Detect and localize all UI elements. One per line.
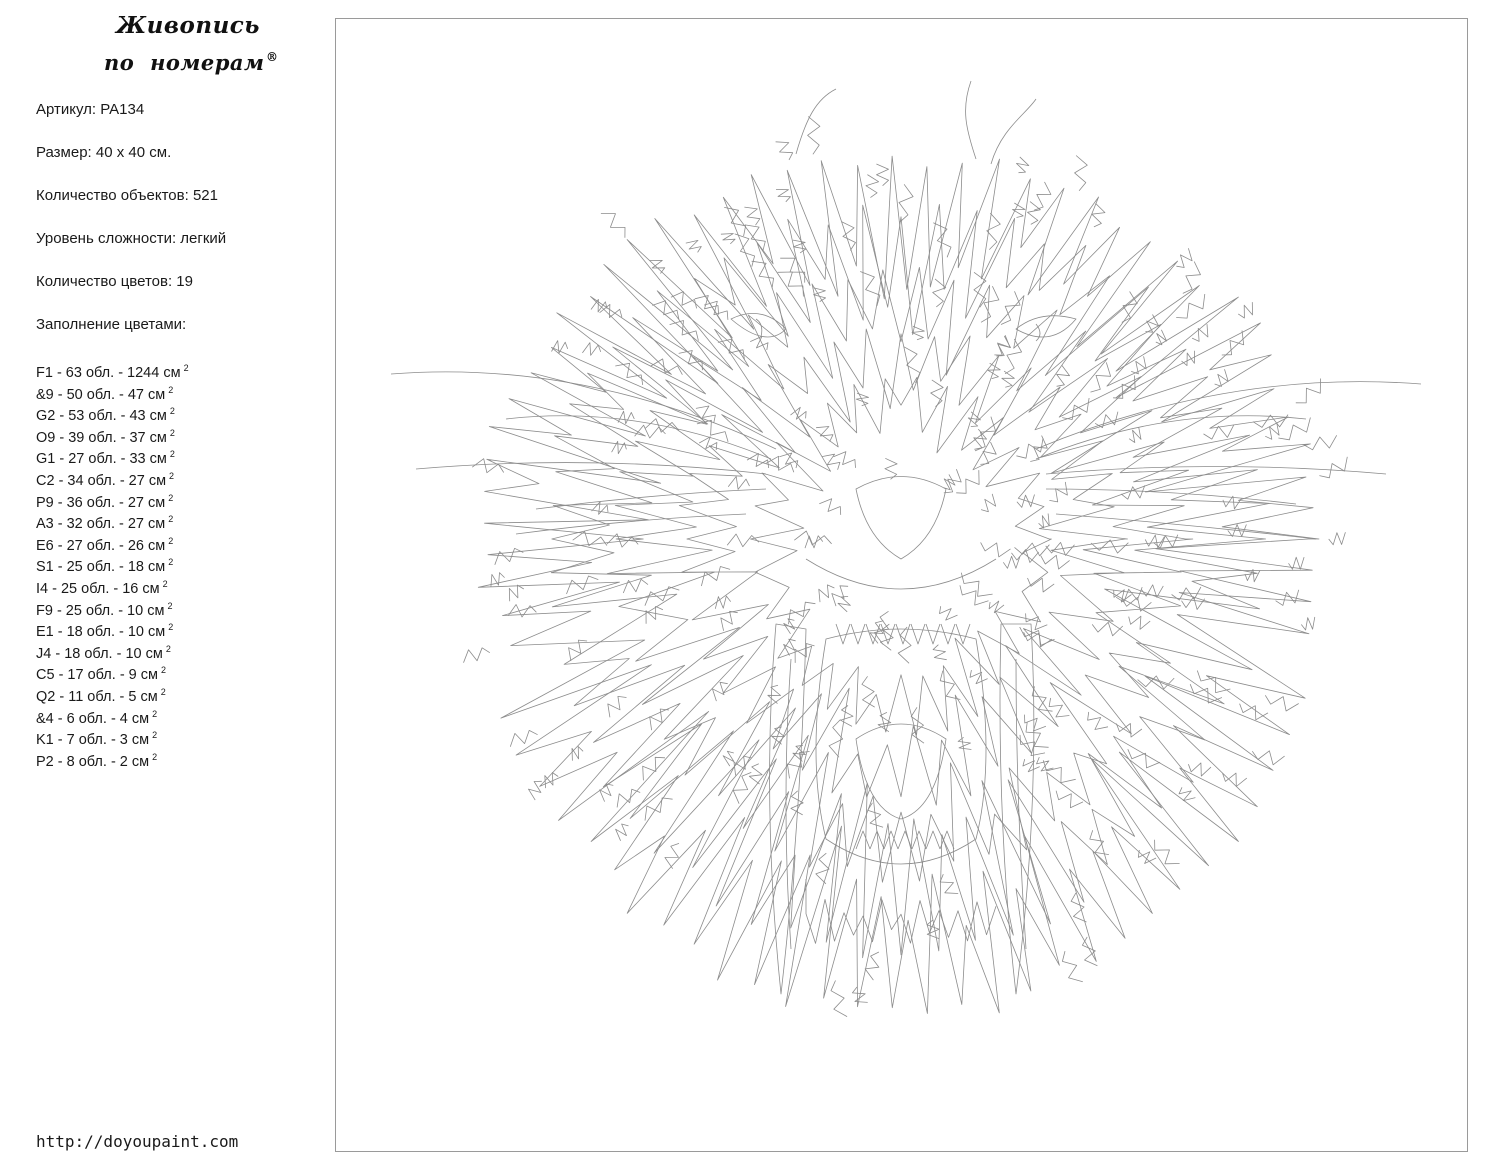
fur-tuft bbox=[981, 286, 999, 322]
fur-tuft bbox=[1176, 294, 1205, 318]
fur-tuft bbox=[1062, 951, 1082, 982]
fur-tuft bbox=[752, 261, 774, 288]
fur-tuft bbox=[1088, 712, 1108, 730]
square-unit-superscript: 2 bbox=[165, 643, 171, 654]
fur-tuft bbox=[1129, 427, 1141, 442]
square-unit-superscript: 2 bbox=[169, 470, 175, 481]
fur-tuft bbox=[1005, 339, 1022, 374]
fur-tuft bbox=[728, 477, 749, 490]
fur-tuft bbox=[1026, 722, 1049, 747]
fur-tuft bbox=[961, 573, 992, 597]
left-fang bbox=[770, 624, 806, 994]
fur-tuft bbox=[645, 798, 673, 821]
upper-tooth bbox=[896, 624, 910, 644]
fur-tuft bbox=[1155, 840, 1180, 864]
fur-tuft bbox=[1026, 613, 1048, 629]
color-fill-label: E1 - 18 обл. - 10 см bbox=[36, 624, 166, 641]
lower-tooth bbox=[856, 831, 870, 849]
fur-tuft bbox=[750, 336, 768, 350]
color-fill-item bbox=[36, 617, 189, 639]
fur-tuft bbox=[931, 380, 944, 407]
fur-tuft bbox=[1013, 203, 1026, 218]
color-fill-item bbox=[36, 531, 189, 553]
fur-tuft bbox=[744, 207, 760, 225]
nose bbox=[856, 477, 946, 560]
fur-tuft bbox=[904, 347, 920, 383]
color-fill-item bbox=[36, 401, 189, 423]
fur-tuft bbox=[1028, 578, 1055, 592]
fur-tuft bbox=[1156, 330, 1167, 345]
fur-tuft bbox=[940, 606, 958, 620]
square-unit-superscript: 2 bbox=[183, 363, 189, 373]
fur-tuft bbox=[721, 611, 738, 631]
square-unit-superscript: 2 bbox=[168, 492, 174, 503]
color-fill-label: G1 - 27 обл. - 33 см bbox=[36, 451, 167, 468]
fill-heading: Заполнение цветами: bbox=[36, 316, 187, 333]
fur-tuft bbox=[646, 606, 663, 623]
color-fill-label: F9 - 25 обл. - 10 см bbox=[36, 602, 165, 619]
fur-tuft bbox=[1092, 203, 1105, 227]
square-unit-superscript: 2 bbox=[169, 427, 175, 438]
fur-tuft bbox=[623, 579, 648, 593]
color-fill-label: J4 - 18 обл. - 10 см bbox=[36, 645, 163, 662]
fur-tuft bbox=[1265, 695, 1298, 711]
color-fill-item bbox=[36, 380, 189, 402]
fur-tuft bbox=[1238, 302, 1252, 318]
fur-tuft bbox=[528, 781, 541, 800]
fur-tuft bbox=[1028, 202, 1041, 225]
fur-tuft bbox=[1017, 157, 1029, 173]
fur-tuft bbox=[1129, 616, 1151, 629]
right-fang-inner bbox=[1016, 659, 1026, 949]
tiger-outline-artwork bbox=[336, 19, 1467, 1151]
color-fill-label: P9 - 36 обл. - 27 см bbox=[36, 494, 166, 511]
fur-tuft bbox=[776, 142, 793, 160]
fur-tuft bbox=[572, 747, 583, 761]
fur-tuft bbox=[1034, 182, 1051, 210]
fur-tuft bbox=[981, 542, 1011, 557]
square-unit-superscript: 2 bbox=[152, 730, 158, 741]
color-fill-item bbox=[36, 725, 189, 747]
fur-tuft bbox=[616, 824, 629, 841]
left-eye bbox=[731, 313, 786, 337]
fur-tuft bbox=[1190, 684, 1222, 703]
fur-tuft bbox=[510, 730, 537, 746]
fur-tuft bbox=[816, 853, 829, 884]
fur-tuft bbox=[724, 207, 745, 236]
brand-logo bbox=[96, 10, 296, 80]
upper-tooth bbox=[911, 624, 925, 644]
fur-tuft bbox=[834, 452, 856, 468]
fur-tuft bbox=[567, 576, 599, 594]
fur-tuft bbox=[862, 676, 875, 707]
size-text: Размер: 40 х 40 см. bbox=[36, 144, 172, 161]
fur-tuft bbox=[1176, 248, 1192, 267]
color-fill-item bbox=[36, 488, 189, 510]
color-fill-item bbox=[36, 444, 189, 466]
fur-tuft bbox=[768, 685, 781, 703]
fur-tuft bbox=[1222, 331, 1244, 356]
fur-tuft bbox=[701, 567, 730, 587]
color-fill-item bbox=[36, 574, 189, 596]
right-eye-pupil bbox=[1036, 324, 1040, 341]
fur-tuft bbox=[665, 843, 679, 868]
fur-tuft bbox=[1091, 540, 1128, 553]
artwork-frame bbox=[335, 18, 1468, 1152]
fur-tuft bbox=[1122, 292, 1137, 323]
square-unit-superscript: 2 bbox=[160, 665, 166, 676]
lower-tooth bbox=[926, 831, 940, 849]
fur-tuft bbox=[794, 531, 831, 545]
fur-tuft bbox=[1289, 557, 1305, 569]
square-unit-superscript: 2 bbox=[152, 708, 158, 719]
fur-tuft bbox=[784, 639, 796, 655]
fur-tuft bbox=[856, 393, 868, 406]
fur-tuft bbox=[545, 773, 558, 789]
fur-tuft bbox=[878, 712, 891, 731]
upper-tooth bbox=[851, 624, 865, 644]
fur-tuft bbox=[885, 458, 897, 479]
fur-tuft bbox=[1319, 457, 1347, 478]
difficulty-text: Уровень сложности: легкий bbox=[36, 230, 227, 247]
fur-tuft bbox=[1276, 590, 1299, 606]
fur-tuft bbox=[608, 696, 627, 717]
objects-count-text: Количество объектов: 521 bbox=[36, 187, 218, 204]
fur-tuft bbox=[816, 427, 833, 442]
website-url: http://doyoupaint.com bbox=[36, 1132, 239, 1151]
fur-tuft bbox=[1301, 617, 1315, 630]
fur-tuft bbox=[464, 648, 490, 663]
fur-tuft bbox=[600, 784, 614, 802]
color-fill-item bbox=[36, 509, 189, 531]
fur-tuft bbox=[808, 117, 820, 155]
brand-line-2: по номерам bbox=[104, 50, 265, 75]
color-fill-label: I4 - 25 обл. - 16 см bbox=[36, 580, 160, 597]
fur-tuft bbox=[974, 272, 986, 307]
fur-tuft bbox=[697, 420, 728, 442]
fur-tuft bbox=[1215, 369, 1229, 386]
color-fill-label: &9 - 50 обл. - 47 см bbox=[36, 386, 166, 403]
fur-tuft bbox=[745, 225, 765, 251]
color-fill-item bbox=[36, 423, 189, 445]
color-fill-list bbox=[36, 358, 189, 768]
fur-tuft bbox=[686, 240, 702, 252]
fur-outline-0 bbox=[478, 156, 1319, 1013]
color-fill-label: P2 - 8 обл. - 2 см bbox=[36, 753, 150, 770]
color-fill-item bbox=[36, 552, 189, 574]
fur-tuft bbox=[601, 214, 625, 238]
fur-tuft bbox=[898, 627, 911, 663]
whisker-left bbox=[416, 463, 766, 474]
fur-tuft bbox=[958, 737, 971, 749]
fur-tuft bbox=[704, 301, 728, 320]
square-unit-superscript: 2 bbox=[162, 578, 168, 589]
fur-tuft bbox=[723, 751, 734, 766]
color-fill-label: G2 - 53 обл. - 43 см bbox=[36, 408, 167, 425]
fur-tuft bbox=[1002, 371, 1015, 387]
fur-tuft bbox=[822, 454, 840, 470]
fur-tuft bbox=[831, 981, 847, 1017]
fur-tuft bbox=[1025, 715, 1046, 731]
square-unit-superscript: 2 bbox=[152, 751, 158, 762]
fur-tuft bbox=[617, 789, 640, 807]
square-unit-superscript: 2 bbox=[160, 686, 166, 697]
head-hair bbox=[991, 99, 1036, 164]
fur-tuft bbox=[715, 596, 730, 609]
square-unit-superscript: 2 bbox=[168, 384, 174, 395]
color-fill-label: E6 - 27 обл. - 26 см bbox=[36, 537, 166, 554]
color-fill-label: K1 - 7 обл. - 3 см bbox=[36, 732, 150, 749]
fur-tuft bbox=[1056, 791, 1083, 808]
fur-tuft bbox=[1138, 850, 1156, 864]
fur-tuft bbox=[841, 222, 855, 251]
fur-tuft bbox=[1057, 365, 1070, 386]
color-fill-item bbox=[36, 682, 189, 704]
fur-tuft bbox=[1023, 759, 1040, 772]
color-fill-item bbox=[36, 747, 189, 769]
color-fill-label: A3 - 32 обл. - 27 см bbox=[36, 516, 166, 533]
right-eye bbox=[1016, 316, 1076, 337]
fur-tuft bbox=[650, 709, 669, 730]
fur-tuft bbox=[981, 494, 996, 512]
brand-line-1: Живопись bbox=[116, 12, 260, 39]
fur-tuft bbox=[1240, 704, 1268, 720]
fur-tuft bbox=[1278, 418, 1310, 440]
color-fill-item bbox=[36, 660, 189, 682]
square-unit-superscript: 2 bbox=[168, 535, 174, 546]
fur-tuft bbox=[1001, 291, 1020, 324]
color-fill-item bbox=[36, 639, 189, 661]
fur-tuft bbox=[988, 363, 1001, 378]
fur-tuft bbox=[865, 952, 879, 980]
square-unit-superscript: 2 bbox=[168, 557, 174, 568]
color-fill-label: F1 - 63 обл. - 1244 см bbox=[36, 365, 181, 381]
square-unit-superscript: 2 bbox=[169, 406, 175, 417]
fur-outline-4 bbox=[751, 377, 1052, 735]
fur-tuft bbox=[1252, 751, 1284, 765]
fur-tuft bbox=[832, 586, 848, 606]
color-fill-label: Q2 - 11 обл. - 5 см bbox=[36, 688, 158, 705]
square-unit-superscript: 2 bbox=[168, 514, 174, 525]
fur-tuft bbox=[970, 670, 988, 684]
color-fill-item bbox=[36, 704, 189, 726]
registered-mark: ® bbox=[266, 50, 278, 64]
square-unit-superscript: 2 bbox=[167, 600, 173, 611]
fur-tuft bbox=[776, 190, 791, 202]
fur-tuft bbox=[733, 772, 751, 803]
head-hair bbox=[966, 81, 976, 159]
tongue bbox=[856, 724, 946, 819]
color-fill-item bbox=[36, 358, 189, 380]
fur-tuft bbox=[1113, 375, 1135, 398]
fur-tuft bbox=[1092, 622, 1123, 636]
fur-tuft bbox=[671, 292, 697, 309]
square-unit-superscript: 2 bbox=[168, 622, 174, 633]
fur-tuft bbox=[721, 234, 735, 244]
fur-tuft bbox=[1304, 435, 1337, 450]
fur-tuft bbox=[1204, 425, 1234, 439]
fur-tuft bbox=[1049, 482, 1067, 502]
fur-tuft bbox=[1329, 532, 1346, 545]
fur-tuft bbox=[1183, 262, 1201, 294]
fur-tuft bbox=[944, 474, 955, 489]
fur-tuft bbox=[749, 764, 762, 784]
fur-tuft bbox=[989, 601, 1004, 613]
fur-tuft bbox=[805, 536, 823, 548]
square-unit-superscript: 2 bbox=[169, 449, 175, 460]
muzzle bbox=[806, 559, 996, 589]
fur-tuft bbox=[1015, 543, 1050, 556]
fur-tuft bbox=[652, 301, 679, 320]
fur-tuft bbox=[933, 645, 947, 660]
fur-tuft bbox=[491, 573, 505, 587]
fur-tuft bbox=[727, 534, 759, 547]
fur-tuft bbox=[819, 499, 840, 515]
color-fill-label: S1 - 25 обл. - 18 см bbox=[36, 559, 166, 576]
fur-tuft bbox=[509, 585, 524, 601]
color-fill-label: &4 - 6 обл. - 4 см bbox=[36, 710, 150, 727]
color-fill-item bbox=[36, 596, 189, 618]
fur-tuft bbox=[1075, 156, 1088, 191]
fur-tuft bbox=[876, 164, 888, 186]
article-text: Артикул: PA134 bbox=[36, 101, 145, 118]
fur-tuft bbox=[1037, 757, 1054, 771]
fur-tuft bbox=[650, 359, 682, 375]
colors-count-text: Количество цветов: 19 bbox=[36, 273, 193, 290]
color-fill-label: C5 - 17 обл. - 9 см bbox=[36, 667, 158, 684]
fur-tuft bbox=[866, 175, 879, 198]
fur-tuft bbox=[1071, 893, 1086, 922]
fur-tuft bbox=[1182, 597, 1205, 610]
color-fill-label: O9 - 39 обл. - 37 см bbox=[36, 429, 167, 446]
upper-tooth bbox=[926, 624, 940, 644]
fur-tuft bbox=[940, 671, 960, 700]
fur-tuft bbox=[1041, 555, 1070, 569]
head-hair bbox=[796, 89, 836, 154]
color-fill-label: C2 - 34 обл. - 27 см bbox=[36, 472, 167, 489]
fur-tuft bbox=[791, 407, 807, 419]
fur-tuft bbox=[1049, 698, 1069, 717]
fur-tuft bbox=[841, 706, 854, 727]
whisker-right bbox=[1046, 467, 1386, 475]
fur-tuft bbox=[1020, 735, 1045, 756]
fur-tuft bbox=[1296, 379, 1321, 403]
color-fill-item bbox=[36, 466, 189, 488]
whisker-right bbox=[1046, 489, 1296, 504]
fur-tuft bbox=[1003, 556, 1020, 568]
fur-tuft bbox=[1082, 937, 1097, 966]
